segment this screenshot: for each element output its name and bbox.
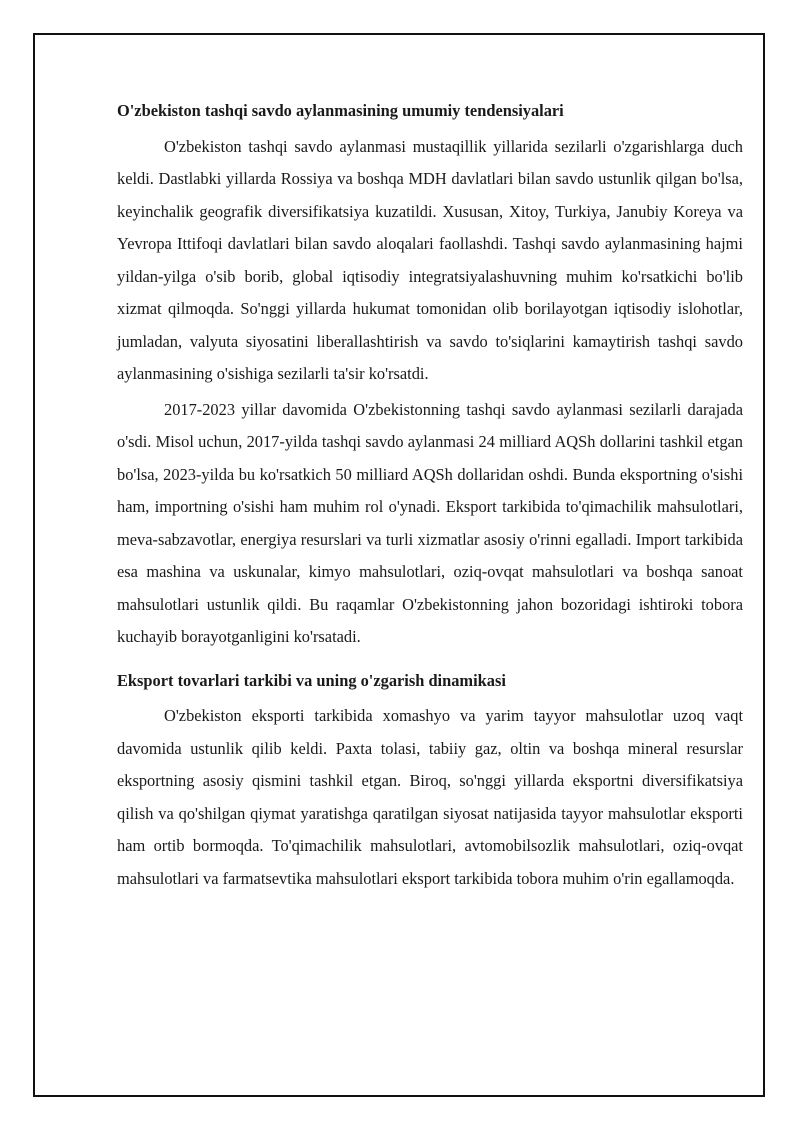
section-heading-export-structure: Eksport tovarlari tarkibi va uning o'zgarish dinamikasi [117, 670, 506, 690]
paragraph-trade-overview: O'zbekiston tashqi savdo aylanmasi mustaqillik yillarida sezilarli o'zgarishlarga duch keldi. Dastlabki yillarda Rossiya va boshqa MDH davlatlari bilan savdo ustunlik qilgan bo'lsa, keyinchalik geografik diversifikatsiya kuzatildi. Xususan, Xitoy, Turkiya, Janubiy Koreya va Yevropa Ittifoqi davlatlari bilan savdo aloqalari faollashdi. Tashqi savdo aylanmasining hajmi yildan-yilga o'sib borib, global iqtisodiy integratsiyalashuvning muhim ko'rsatkichi bo'lib xizmat qilmoqda. So'nggi yillarda hukumat tomonidan olib borilayotgan iqtisodiy islohotlar, jumladan, valyuta siyosatini liberallashtirish va savdo to'siqlarini kamaytirish tashqi savdo aylanmasining o'sishiga sezilarli ta'sir ko'rsatdi. [117, 136, 743, 383]
paragraph-trade-growth: 2017-2023 yillar davomida O'zbekistonning tashqi savdo aylanmasi sezilarli darajada o'sdi. Misol uchun, 2017-yilda tashqi savdo aylanmasi 24 milliard AQSh dollarini tashkil etgan bo'lsa, 2023-yilda bu ko'rsatkich 50 milliard AQSh dollaridan oshdi. Bunda eksportning o'sishi ham, importning o'sishi ham muhim rol o'ynadi. Eksport tarkibida to'qimachilik mahsulotlari, meva-sabzavotlar, energiya resurslari va turli xizmatlar asosiy o'rinni egalladi. Import tarkibida esa mashina va uskunalar, kimyo mahsulotlari, oziq-ovqat mahsulotlari va boshqa sanoat mahsulotlari ustunlik qildi. Bu raqamlar O'zbekistonning jahon bozoridagi ishtiroki tobora kuchayib borayotganligini ko'rsatadi. [117, 399, 743, 646]
section-heading-trade-trends: O'zbekiston tashqi savdo aylanmasining umumiy tendensiyalari [117, 101, 564, 120]
document-body [117, 95, 743, 895]
paragraph-export-structure: O'zbekiston eksporti tarkibida xomashyo va yarim tayyor mahsulotlar uzoq vaqt davomida ustunlik qilib keldi. Paxta tolasi, tabiiy gaz, oltin va boshqa mineral resurslar eksportning asosiy qismini tashkil etgan. Biroq, so'nggi yillarda eksportni diversifikatsiya qilish va qo'shilgan qiymat yaratishga qaratilgan siyosat natijasida tayyor mahsulotlar eksporti ham ortib bormoqda. To'qimachilik mahsulotlari, avtomobilsozlik mahsulotlari, oziq-ovqat mahsulotlari va farmatsevtika mahsulotlari eksport tarkibida tobora muhim o'rin egallamoqda. [117, 706, 743, 888]
